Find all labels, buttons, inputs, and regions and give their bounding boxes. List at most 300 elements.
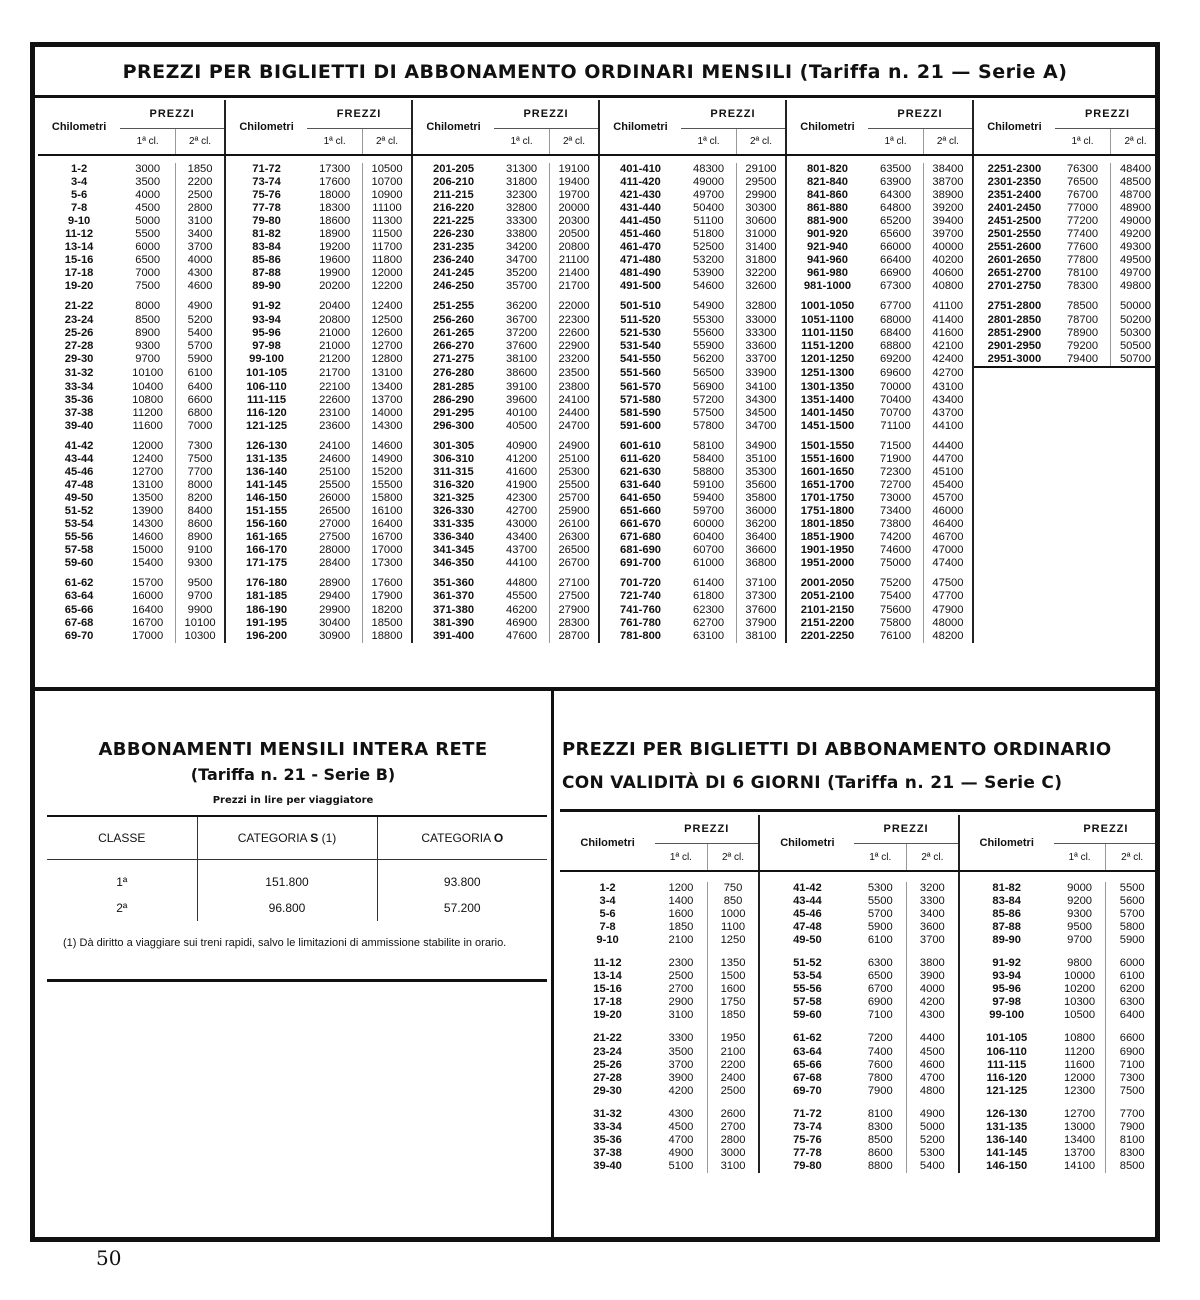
price-seconda: 3400 — [907, 908, 959, 921]
price-seconda: 36600 — [737, 544, 786, 557]
price-prima: 53200 — [681, 254, 736, 267]
price-seconda: 33300 — [737, 327, 786, 340]
km-range: 471-480 — [619, 254, 662, 267]
price-prima: 17000 — [120, 630, 175, 643]
price-prima: 10300 — [1054, 996, 1106, 1009]
price-seconda: 6400 — [176, 381, 225, 394]
km-range: 641-650 — [619, 492, 662, 505]
price-seconda: 47400 — [924, 557, 973, 570]
table-row — [38, 630, 1160, 643]
price-prima — [1055, 367, 1110, 381]
km-range: 301-305 — [433, 439, 475, 452]
km-range: 111-115 — [246, 393, 287, 406]
km-range: 17-18 — [64, 267, 94, 280]
price-prima: 42700 — [494, 505, 549, 518]
price-prima: 16000 — [120, 590, 175, 603]
table-row — [560, 1134, 1158, 1147]
price-prima: 66400 — [868, 254, 923, 267]
km-range: 1251-1300 — [800, 367, 855, 380]
km-range: 49-50 — [793, 934, 822, 947]
price-prima: 55600 — [681, 327, 736, 340]
km-range: 261-265 — [433, 326, 475, 339]
price-prima: 57200 — [681, 394, 736, 407]
price-prima: 19200 — [307, 241, 362, 254]
price-prima: 40900 — [494, 440, 549, 453]
km-range — [973, 518, 1055, 531]
price-prima: 29900 — [307, 604, 362, 617]
serie-a-top-rule — [35, 95, 1155, 98]
km-range: 41-42 — [64, 439, 94, 452]
km-range: 561-570 — [619, 380, 662, 393]
price-prima: 40100 — [494, 407, 549, 420]
price-seconda: 21700 — [550, 280, 599, 293]
serie-b-table — [47, 815, 547, 921]
table-row — [38, 215, 1160, 228]
price-prima: 1400 — [655, 895, 707, 908]
price-prima: 66900 — [868, 267, 923, 280]
price-seconda: 19400 — [550, 176, 599, 189]
price-prima: 20800 — [307, 314, 362, 327]
price-seconda — [1111, 590, 1161, 603]
price-prima: 10800 — [120, 394, 175, 407]
header-prima-classe: 1ª cl. — [868, 129, 923, 156]
price-seconda: 44700 — [924, 453, 973, 466]
price-prima: 33300 — [494, 215, 549, 228]
km-range — [973, 531, 1055, 544]
km-range: 2201-2250 — [800, 629, 855, 642]
price-prima: 76700 — [1055, 189, 1110, 202]
price-prima: 61800 — [681, 590, 736, 603]
table-row — [38, 367, 1160, 381]
km-range: 21-22 — [593, 1032, 622, 1045]
table-row — [38, 577, 1160, 590]
price-prima: 46900 — [494, 617, 549, 630]
price-prima: 77600 — [1055, 241, 1110, 254]
km-range: 336-340 — [433, 531, 475, 544]
price-seconda — [1111, 544, 1161, 557]
price-prima: 49000 — [681, 176, 736, 189]
km-range: 13-14 — [593, 970, 622, 983]
km-range: 7-8 — [599, 921, 616, 934]
price-seconda: 50000 — [1119, 300, 1152, 313]
km-range — [973, 630, 1055, 643]
price-prima: 7100 — [854, 1009, 906, 1022]
price-seconda: 3100 — [707, 1160, 759, 1173]
price-seconda: 6000 — [1119, 957, 1145, 970]
table-row — [38, 176, 1160, 189]
header-seconda-classe: 2ª cl. — [1111, 129, 1161, 156]
spacer-row — [560, 1022, 1158, 1032]
km-range: 171-175 — [246, 557, 288, 570]
km-range: 35-36 — [64, 393, 94, 406]
table-row — [560, 1160, 1158, 1173]
table-row — [38, 505, 1160, 518]
km-range: 1051-1100 — [801, 313, 854, 326]
price-seconda: 36400 — [737, 531, 786, 544]
table-row — [560, 1147, 1158, 1160]
km-range: 211-215 — [433, 189, 474, 202]
price-prima: 59700 — [681, 505, 736, 518]
spacer-row — [560, 871, 1158, 882]
km-range: 551-560 — [619, 367, 662, 380]
km-range — [973, 492, 1055, 505]
price-prima: 24600 — [307, 453, 362, 466]
km-range: 55-56 — [64, 531, 94, 544]
km-range: 95-96 — [992, 983, 1022, 996]
km-range: 67-68 — [64, 616, 94, 629]
price-seconda: 3000 — [707, 1147, 759, 1160]
price-seconda: 7700 — [1119, 1107, 1145, 1120]
price-prima: 76300 — [1055, 163, 1110, 176]
price-seconda: 11100 — [363, 202, 412, 215]
table-row — [38, 544, 1160, 557]
km-range — [973, 453, 1055, 466]
price-seconda: 8100 — [1119, 1133, 1145, 1146]
price-prima: 7500 — [120, 280, 175, 293]
price-seconda: 12700 — [363, 340, 412, 353]
header-prima-classe: 1ª cl. — [854, 844, 906, 872]
km-range: 216-220 — [433, 202, 475, 215]
price-prima: 8300 — [854, 1121, 906, 1134]
km-range: 451-460 — [619, 228, 662, 241]
km-range: 146-150 — [246, 492, 288, 505]
price-prima: 60400 — [681, 531, 736, 544]
price-seconda — [1111, 492, 1161, 505]
price-seconda: 5800 — [1119, 921, 1145, 934]
km-range: 23-24 — [593, 1045, 622, 1058]
price-seconda: 45400 — [924, 479, 973, 492]
km-range: 33-34 — [64, 380, 94, 393]
price-seconda: 26700 — [550, 557, 599, 570]
km-range: 9-10 — [596, 934, 619, 947]
table-row — [38, 394, 1160, 407]
price-prima: 10800 — [1054, 1032, 1106, 1045]
header-chilometri: Chilometri — [412, 100, 494, 155]
price-seconda: 37100 — [737, 577, 786, 590]
km-range: 111-115 — [987, 1058, 1027, 1071]
km-range: 381-390 — [433, 616, 475, 629]
price-seconda: 24900 — [550, 440, 599, 453]
price-seconda: 1250 — [707, 934, 759, 947]
table-row — [38, 327, 1160, 340]
km-range: 186-190 — [246, 603, 288, 616]
km-range: 55-56 — [793, 983, 822, 996]
header-prima-classe: 1ª cl. — [120, 129, 175, 156]
price-prima: 67700 — [868, 300, 923, 313]
price-seconda: 11300 — [363, 215, 412, 228]
km-range: 591-600 — [619, 419, 662, 432]
price-seconda: 31400 — [737, 241, 786, 254]
price-prima: 64800 — [868, 202, 923, 215]
km-range: 131-135 — [986, 1120, 1028, 1133]
price-seconda: 21400 — [550, 267, 599, 280]
price-prima: 6100 — [854, 934, 906, 947]
price-prima — [1055, 617, 1110, 630]
price-prima: 29400 — [307, 590, 362, 603]
price-seconda: 8000 — [176, 479, 225, 492]
price-seconda — [1111, 394, 1161, 407]
km-range: 286-290 — [433, 393, 475, 406]
price-prima: 2100 — [655, 934, 707, 947]
header-chilometri: Chilometri — [786, 100, 868, 155]
price-prima: 35200 — [494, 267, 549, 280]
price-prima: 58400 — [681, 453, 736, 466]
price-prima: 77200 — [1055, 215, 1110, 228]
header-chilometri: Chilometri — [560, 815, 655, 871]
km-range: 331-335 — [433, 518, 475, 531]
price-seconda: 7500 — [176, 453, 225, 466]
km-range: 2051-2100 — [800, 590, 855, 603]
price-prima: 68800 — [868, 340, 923, 353]
km-range: 681-690 — [619, 544, 662, 557]
km-range: 93-94 — [252, 313, 281, 326]
table-row — [560, 957, 1158, 970]
price-seconda: 48900 — [1119, 202, 1152, 215]
km-range: 106-110 — [986, 1045, 1027, 1058]
price-seconda: 2800 — [707, 1134, 759, 1147]
price-seconda: 3800 — [907, 957, 959, 970]
price-prima: 41600 — [494, 466, 549, 479]
price-prima — [1055, 557, 1110, 570]
price-seconda: 48700 — [1119, 189, 1152, 202]
price-prima: 8800 — [854, 1160, 906, 1173]
table-row — [560, 934, 1158, 947]
categoria-o-cell: 57.200 — [377, 895, 547, 921]
km-range: 1201-1250 — [800, 353, 855, 366]
price-prima: 5500 — [854, 895, 906, 908]
price-seconda: 14900 — [363, 453, 412, 466]
price-seconda: 43100 — [924, 381, 973, 394]
serie-c-validity: CON VALIDITÀ DI 6 GIORNI (Tariffa n. 21 — Serie C) — [562, 773, 1063, 793]
price-prima: 10200 — [1054, 983, 1106, 996]
price-seconda: 21100 — [550, 254, 599, 267]
km-range: 23-24 — [64, 313, 94, 326]
km-range: 1-2 — [71, 163, 88, 176]
price-seconda: 2200 — [176, 176, 225, 189]
km-range: 71-72 — [252, 163, 281, 176]
km-range: 79-80 — [793, 1159, 822, 1172]
price-seconda — [1111, 557, 1161, 570]
price-seconda: 33600 — [737, 340, 786, 353]
price-seconda: 34900 — [737, 440, 786, 453]
table-row — [38, 381, 1160, 394]
price-seconda: 43700 — [924, 407, 973, 420]
price-prima: 75400 — [868, 590, 923, 603]
price-seconda: 4300 — [176, 267, 225, 280]
price-prima: 3500 — [655, 1046, 707, 1059]
price-prima — [1055, 394, 1110, 407]
km-range: 75-76 — [252, 189, 281, 202]
price-prima: 57800 — [681, 420, 736, 433]
price-seconda: 8400 — [176, 505, 225, 518]
price-prima: 6700 — [854, 983, 906, 996]
km-range: 881-900 — [806, 215, 848, 228]
price-seconda: 31800 — [737, 254, 786, 267]
price-seconda: 49300 — [1119, 241, 1152, 254]
price-seconda: 42700 — [924, 367, 973, 381]
price-prima: 13100 — [120, 479, 175, 492]
price-prima: 4500 — [120, 202, 175, 215]
table-row — [38, 300, 1160, 313]
price-seconda — [1111, 617, 1161, 630]
price-prima: 10500 — [1054, 1009, 1106, 1022]
price-prima: 4900 — [655, 1147, 707, 1160]
price-prima: 7200 — [854, 1032, 906, 1045]
price-prima: 31800 — [494, 176, 549, 189]
price-prima — [1055, 531, 1110, 544]
km-range: 11-12 — [65, 228, 94, 241]
price-seconda: 5400 — [907, 1160, 959, 1173]
price-seconda: 40200 — [924, 254, 973, 267]
serie-a-table — [38, 100, 1160, 643]
table-row — [38, 518, 1160, 531]
price-seconda: 49000 — [1119, 215, 1152, 228]
header-prezzi: PREZZI — [1054, 815, 1158, 844]
km-range: 801-820 — [806, 163, 848, 176]
price-prima: 59100 — [681, 479, 736, 492]
km-range: 2451-2500 — [987, 215, 1042, 228]
price-prima: 72300 — [868, 466, 923, 479]
price-prima: 11600 — [1054, 1059, 1106, 1072]
price-prima: 12700 — [1054, 1108, 1106, 1121]
km-range: 1601-1650 — [800, 466, 855, 479]
spacer-row — [38, 293, 1160, 300]
price-seconda — [1111, 518, 1161, 531]
price-prima: 19600 — [307, 254, 362, 267]
price-prima: 64300 — [868, 189, 923, 202]
header-prima-classe: 1ª cl. — [307, 129, 362, 156]
km-range: 89-90 — [252, 280, 281, 293]
km-range: 346-350 — [433, 557, 475, 570]
price-seconda: 4300 — [907, 1009, 959, 1022]
price-prima: 66000 — [868, 241, 923, 254]
price-prima: 5900 — [854, 921, 906, 934]
price-seconda: 13100 — [363, 367, 412, 381]
km-range: 53-54 — [793, 970, 822, 983]
header-chilometri: Chilometri — [599, 100, 681, 155]
price-seconda: 39700 — [924, 228, 973, 241]
price-prima: 7600 — [854, 1059, 906, 1072]
km-range: 39-40 — [593, 1159, 622, 1172]
price-prima: 63100 — [681, 630, 736, 643]
price-prima: 30900 — [307, 630, 362, 643]
km-range: 1801-1850 — [800, 518, 855, 531]
price-seconda: 4400 — [907, 1032, 959, 1045]
price-seconda: 42400 — [924, 353, 973, 367]
price-prima: 6500 — [120, 254, 175, 267]
price-seconda: 6900 — [1119, 1045, 1145, 1058]
price-seconda: 7300 — [1119, 1071, 1145, 1084]
price-prima: 14600 — [120, 531, 175, 544]
serie-b-header-row — [47, 816, 547, 860]
price-seconda: 4600 — [907, 1059, 959, 1072]
header-categoria-s-suffix: (1) — [318, 831, 337, 845]
km-range: 901-920 — [806, 228, 848, 241]
price-seconda: 25500 — [550, 479, 599, 492]
price-prima: 2300 — [655, 957, 707, 970]
price-seconda: 50300 — [1119, 326, 1152, 339]
km-range: 441-450 — [619, 215, 662, 228]
price-prima: 10400 — [120, 381, 175, 394]
price-seconda: 6800 — [176, 407, 225, 420]
price-seconda: 38100 — [737, 630, 786, 643]
price-prima: 61000 — [681, 557, 736, 570]
price-seconda: 24700 — [550, 420, 599, 433]
price-prima: 60700 — [681, 544, 736, 557]
price-seconda — [1111, 453, 1161, 466]
price-seconda: 7300 — [176, 440, 225, 453]
km-range: 95-96 — [252, 326, 281, 339]
price-seconda: 16700 — [363, 531, 412, 544]
price-seconda: 35100 — [737, 453, 786, 466]
table-row — [38, 241, 1160, 254]
km-range — [973, 617, 1055, 630]
price-prima — [1055, 518, 1110, 531]
price-prima: 17300 — [307, 163, 362, 176]
km-range: 2701-2750 — [987, 280, 1042, 293]
km-range: 1501-1550 — [800, 439, 855, 452]
spacer-row — [560, 1098, 1158, 1108]
price-seconda — [1111, 604, 1161, 617]
price-seconda: 46000 — [924, 505, 973, 518]
serie-c-table — [560, 815, 1158, 1173]
price-seconda: 6600 — [176, 394, 225, 407]
price-seconda: 12400 — [363, 300, 412, 313]
table-row — [38, 531, 1160, 544]
header-categoria-s-letter: S — [310, 831, 319, 845]
price-prima: 54900 — [681, 300, 736, 313]
price-prima: 43700 — [494, 544, 549, 557]
table-row — [560, 908, 1158, 921]
price-seconda: 6600 — [1119, 1032, 1145, 1045]
km-range: 241-245 — [433, 267, 475, 280]
km-range: 2351-2400 — [987, 189, 1042, 202]
table-row — [560, 1059, 1158, 1072]
km-range: 126-130 — [986, 1107, 1028, 1120]
price-seconda: 48000 — [924, 617, 973, 630]
price-prima: 36700 — [494, 314, 549, 327]
price-seconda: 4700 — [907, 1072, 959, 1085]
price-seconda: 5000 — [907, 1121, 959, 1134]
spacer-row — [560, 947, 1158, 957]
price-prima: 34200 — [494, 241, 549, 254]
km-range: 1101-1150 — [801, 326, 854, 339]
classe-cell: 2ª — [116, 901, 128, 915]
header-seconda-classe: 2ª cl. — [1106, 844, 1158, 872]
price-seconda: 750 — [707, 882, 759, 895]
header-prima-classe: 1ª cl. — [1054, 844, 1106, 872]
price-prima: 18000 — [307, 189, 362, 202]
price-seconda: 38400 — [924, 163, 973, 176]
header-prima-classe: 1ª cl. — [681, 129, 736, 156]
km-range: 511-520 — [620, 313, 661, 326]
price-seconda: 8900 — [176, 531, 225, 544]
price-prima: 77800 — [1055, 254, 1110, 267]
price-seconda: 7100 — [1119, 1058, 1145, 1071]
table-row — [38, 189, 1160, 202]
price-seconda — [1111, 440, 1161, 453]
km-range: 31-32 — [64, 367, 94, 380]
price-seconda: 15800 — [363, 492, 412, 505]
price-seconda: 46400 — [924, 518, 973, 531]
price-prima: 13400 — [1054, 1134, 1106, 1147]
km-range: 151-155 — [246, 505, 288, 518]
price-prima — [1055, 466, 1110, 479]
price-seconda: 33700 — [737, 353, 786, 367]
price-seconda: 32200 — [737, 267, 786, 280]
km-range: 3-4 — [599, 895, 616, 908]
price-prima: 8600 — [854, 1147, 906, 1160]
